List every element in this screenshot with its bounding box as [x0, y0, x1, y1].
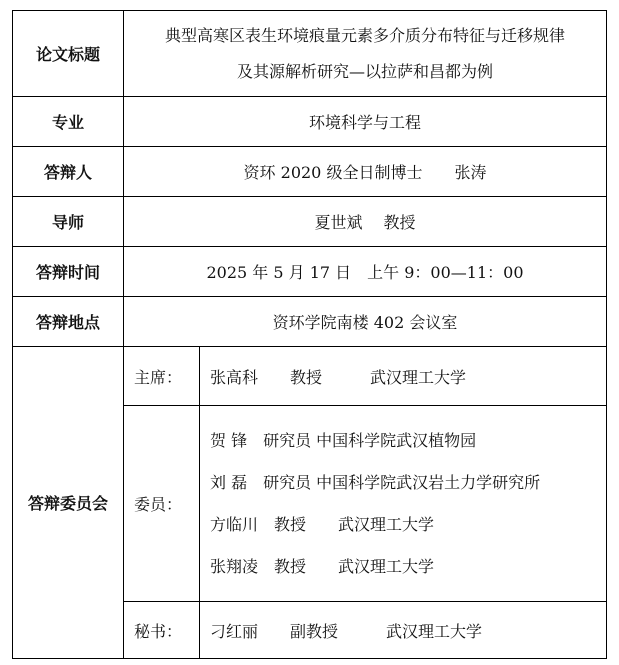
member-3: 方临川 教授 武汉理工大学: [210, 514, 435, 534]
table-row-major: [13, 97, 607, 147]
members-list: [200, 406, 607, 602]
defender-value: 资环 2020 级全日制博士 张涛: [124, 147, 607, 197]
time-label: 答辩时间: [13, 247, 124, 297]
title-value: [124, 11, 607, 97]
member-4: 张翔凌 教授 武汉理工大学: [210, 556, 435, 576]
secretary-role: 秘书：: [124, 602, 200, 659]
table-row-time: [13, 247, 607, 297]
defense-info-table-container: [12, 10, 607, 660]
place-label: 答辩地点: [13, 297, 124, 347]
member-1: 贺 锋 研究员 中国科学院武汉植物园: [210, 430, 477, 450]
chair-role: 主席：: [124, 347, 200, 406]
table-row-defender: [13, 147, 607, 197]
title-value-line2: 及其源解析研究—以拉萨和昌都为例: [236, 61, 493, 81]
time-value: 2025 年 5 月 17 日 上午 9：00—11：00: [124, 247, 607, 297]
secretary-member: 刁红丽 副教授 武汉理工大学: [200, 602, 607, 659]
chair-member: 张高科 教授 武汉理工大学: [200, 347, 607, 406]
title-value-line1: 典型高寒区表生环境痕量元素多介质分布特征与迁移规律: [164, 25, 565, 45]
advisor-label: 导师: [13, 197, 124, 247]
defense-info-table: [12, 10, 607, 659]
advisor-value: 夏世斌 教授: [124, 197, 607, 247]
table-row-place: [13, 297, 607, 347]
major-value: 环境科学与工程: [124, 97, 607, 147]
title-label: 论文标题: [13, 11, 124, 97]
defender-label: 答辩人: [13, 147, 124, 197]
place-value: 资环学院南楼 402 会议室: [124, 297, 607, 347]
members-role: 委员：: [124, 406, 200, 602]
major-label: 专业: [13, 97, 124, 147]
table-row-chair: [13, 347, 607, 406]
member-2: 刘 磊 研究员 中国科学院武汉岩土力学研究所: [210, 472, 541, 492]
table-row-advisor: [13, 197, 607, 247]
table-row-title: [13, 11, 607, 97]
committee-label: 答辩委员会: [13, 347, 124, 659]
